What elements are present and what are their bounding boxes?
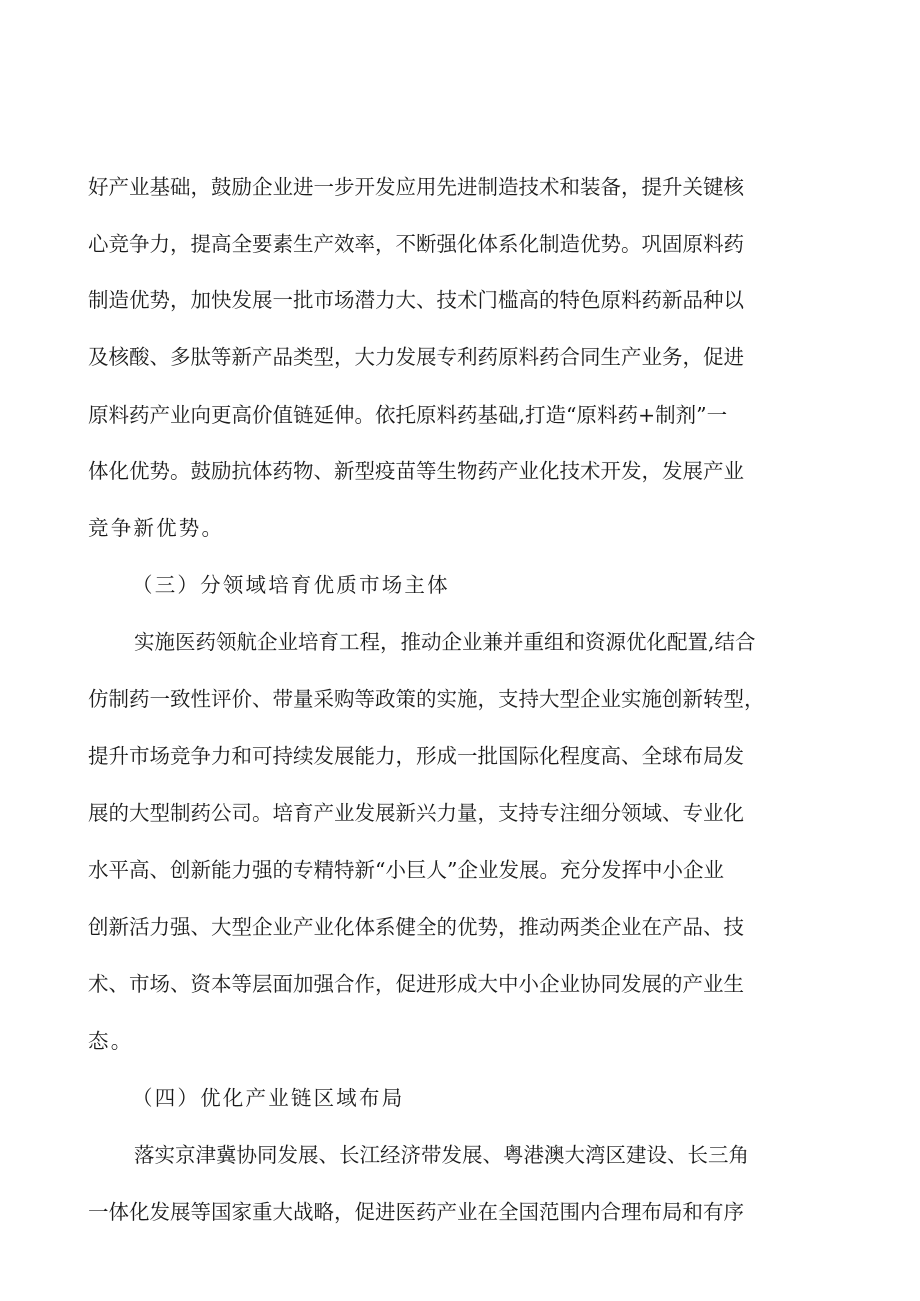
paragraph-line: 及核酸、多肽等新产品类型，大力发展专利药原料药合同生产业务，促进: [88, 345, 744, 369]
paragraph-line: 原料药产业向更高价值链延伸。依托原料药基础,打造“原料药+制剂”一: [88, 403, 728, 427]
paragraph-line: 术、市场、资本等层面加强合作，促进形成大中小企业协同发展的产业生: [88, 972, 744, 996]
paragraph-line: 实施医药领航企业培育工程，推动企业兼并重组和资源优化配置,结合: [134, 630, 756, 654]
paragraph-line: 制造优势，加快发展一批市场潜力大、技术门槛高的特色原料药新品种以: [88, 288, 744, 312]
paragraph-line: 体化优势。鼓励抗体药物、新型疫苗等生物药产业化技术开发，发展产业: [88, 459, 744, 483]
paragraph-line: 仿制药一致性评价、带量采购等政策的实施，支持大型企业实施创新转型，: [88, 687, 765, 711]
paragraph-line: 创新活力强、大型企业产业化体系健全的优势，推动两类企业在产品、技: [88, 915, 744, 939]
paragraph-line: 一体化发展等国家重大战略，促进医药产业在全国范围内合理布局和有序: [88, 1200, 744, 1224]
paragraph-line: 落实京津冀协同发展、长江经济带发展、粤港澳大湾区建设、长三角: [134, 1143, 749, 1167]
paragraph-line: 竞争新优势。: [88, 516, 225, 540]
paragraph-line: 水平高、创新能力强的专精特新“小巨人”企业发展。充分发挥中小企业: [88, 858, 724, 882]
paragraph-line: 心竞争力，提高全要素生产效率，不断强化体系化制造优势。巩固原料药: [88, 232, 744, 256]
paragraph-line: 提升市场竞争力和可持续发展能力，形成一批国际化程度高、全球布局发: [88, 744, 744, 768]
paragraph-line: 好产业基础，鼓励企业进一步开发应用先进制造技术和装备，提升关键核: [88, 175, 744, 199]
paragraph-line: 态。: [88, 1029, 134, 1053]
section-heading-4: （四）优化产业链区域布局: [132, 1086, 405, 1110]
paragraph-line: 展的大型制药公司。培育产业发展新兴力量，支持专注细分领域、专业化: [88, 801, 744, 825]
section-heading-3: （三）分领域培育优质市场主体: [132, 573, 450, 597]
